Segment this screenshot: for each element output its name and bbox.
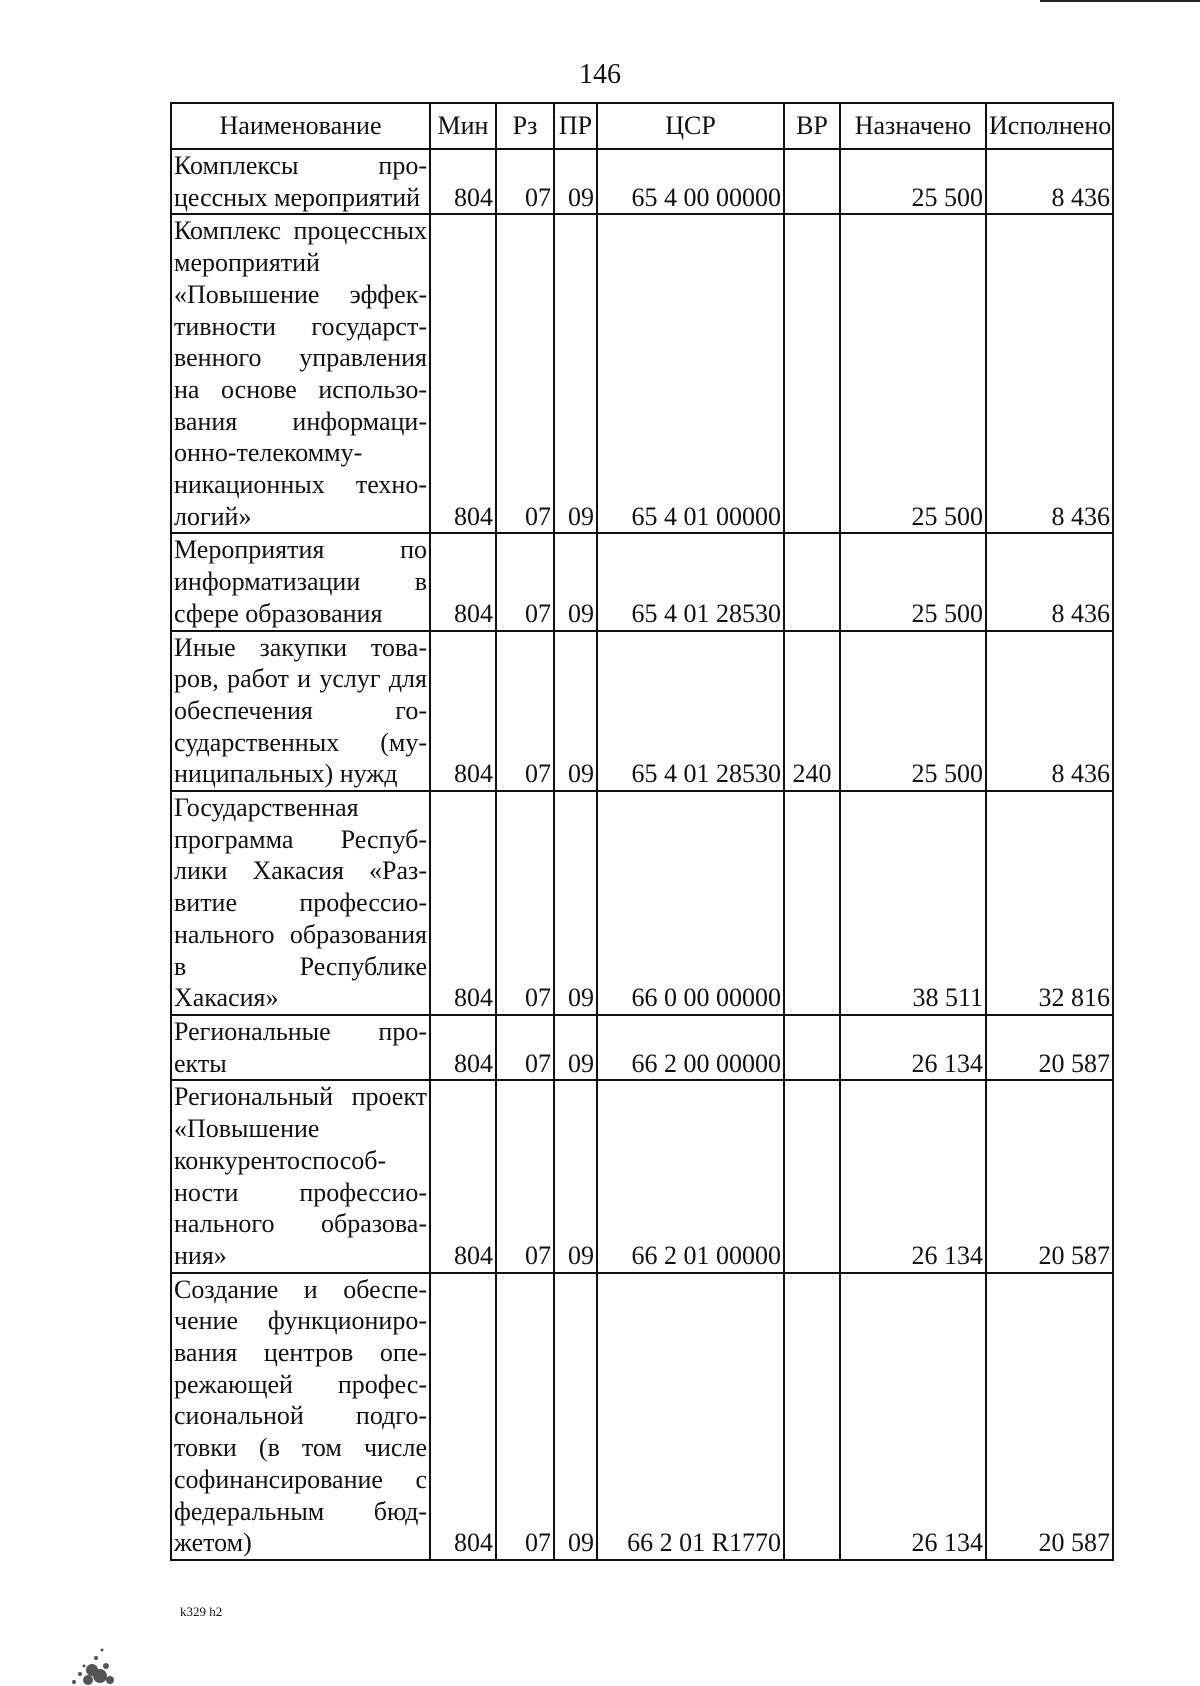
row-vr [784,1273,840,1560]
row-assigned: 25 500 [840,214,986,533]
row-vr [784,1080,840,1272]
table-row [171,1080,1113,1272]
row-rz: 07 [496,1273,554,1560]
row-executed: 8 436 [986,631,1113,792]
row-name: Мероприятия по информатизации в сфере образования [171,533,430,630]
row-pr: 09 [554,533,597,630]
row-csr: 66 2 01 R1770 [597,1273,784,1560]
row-rz: 07 [496,214,554,533]
top-edge-rule [1040,0,1200,2]
row-vr [784,149,840,214]
row-name: Государственная программа Республики Хакасия «Развитие профессионального образования в Республике Хакасия» [171,791,430,1015]
row-executed: 20 587 [986,1273,1113,1560]
row-executed: 32 816 [986,791,1113,1015]
row-rz: 07 [496,1015,554,1080]
scan-noise-artifact [40,1610,120,1686]
row-vr [784,1015,840,1080]
row-assigned: 25 500 [840,149,986,214]
row-assigned: 25 500 [840,533,986,630]
row-min: 804 [430,791,496,1015]
row-vr [784,791,840,1015]
footer-code: k329 h2 [180,1604,223,1619]
header-rz: Рз [496,103,554,149]
row-csr: 66 2 01 00000 [597,1080,784,1272]
row-name: Комплексы процессных мероприятий [171,149,430,214]
row-executed: 8 436 [986,214,1113,533]
table-row [171,1273,1113,1560]
row-min: 804 [430,149,496,214]
row-csr: 65 4 01 28530 [597,631,784,792]
row-assigned: 26 134 [840,1015,986,1080]
row-rz: 07 [496,533,554,630]
row-pr: 09 [554,149,597,214]
row-pr: 09 [554,631,597,792]
row-executed: 20 587 [986,1080,1113,1272]
row-csr: 66 2 00 00000 [597,1015,784,1080]
table-row [171,791,1113,1015]
row-executed: 8 436 [986,533,1113,630]
row-assigned: 25 500 [840,631,986,792]
header-vr: ВР [784,103,840,149]
row-csr: 65 4 01 28530 [597,533,784,630]
row-min: 804 [430,631,496,792]
row-min: 804 [430,1080,496,1272]
row-csr: 65 4 01 00000 [597,214,784,533]
row-vr [784,214,840,533]
row-assigned: 26 134 [840,1273,986,1560]
row-assigned: 38 511 [840,791,986,1015]
row-name: Комплекс процессных мероприятий «Повышение эффективности государственного управления на основе использования информационно-телекоммуникационных технологий» [171,214,430,533]
header-name: Наименование [171,103,430,149]
row-min: 804 [430,533,496,630]
header-executed: Исполнено [986,103,1113,149]
row-pr: 09 [554,1273,597,1560]
header-assigned: Назначено [840,103,986,149]
header-pr: ПР [554,103,597,149]
row-min: 804 [430,1273,496,1560]
row-csr: 66 0 00 00000 [597,791,784,1015]
row-rz: 07 [496,1080,554,1272]
table-header-row [171,103,1113,149]
row-pr: 09 [554,214,597,533]
table-row [171,149,1113,214]
row-pr: 09 [554,1015,597,1080]
budget-table [170,102,1114,1561]
row-pr: 09 [554,1080,597,1272]
row-min: 804 [430,214,496,533]
table-row [171,214,1113,533]
table-row [171,1015,1113,1080]
header-min: Мин [430,103,496,149]
row-name: Иные закупки товаров, работ и услуг для обеспечения государственных (муниципальных) нужд [171,631,430,792]
page-number: 146 [579,59,621,90]
row-name: Создание и обеспечение функционирования центров опережающей профессиональной подготовки (в том числе софинансирование с федеральным бюджетом) [171,1273,430,1560]
header-csr: ЦСР [597,103,784,149]
row-name: Региональный проект «Повышение конкурентоспособности профессионального образования» [171,1080,430,1272]
row-pr: 09 [554,791,597,1015]
row-vr [784,533,840,630]
row-vr: 240 [784,631,840,792]
row-csr: 65 4 00 00000 [597,149,784,214]
row-assigned: 26 134 [840,1080,986,1272]
row-rz: 07 [496,631,554,792]
row-rz: 07 [496,791,554,1015]
row-executed: 8 436 [986,149,1113,214]
row-min: 804 [430,1015,496,1080]
row-name: Региональные проекты [171,1015,430,1080]
row-rz: 07 [496,149,554,214]
row-executed: 20 587 [986,1015,1113,1080]
table-row [171,631,1113,792]
table-row [171,533,1113,630]
